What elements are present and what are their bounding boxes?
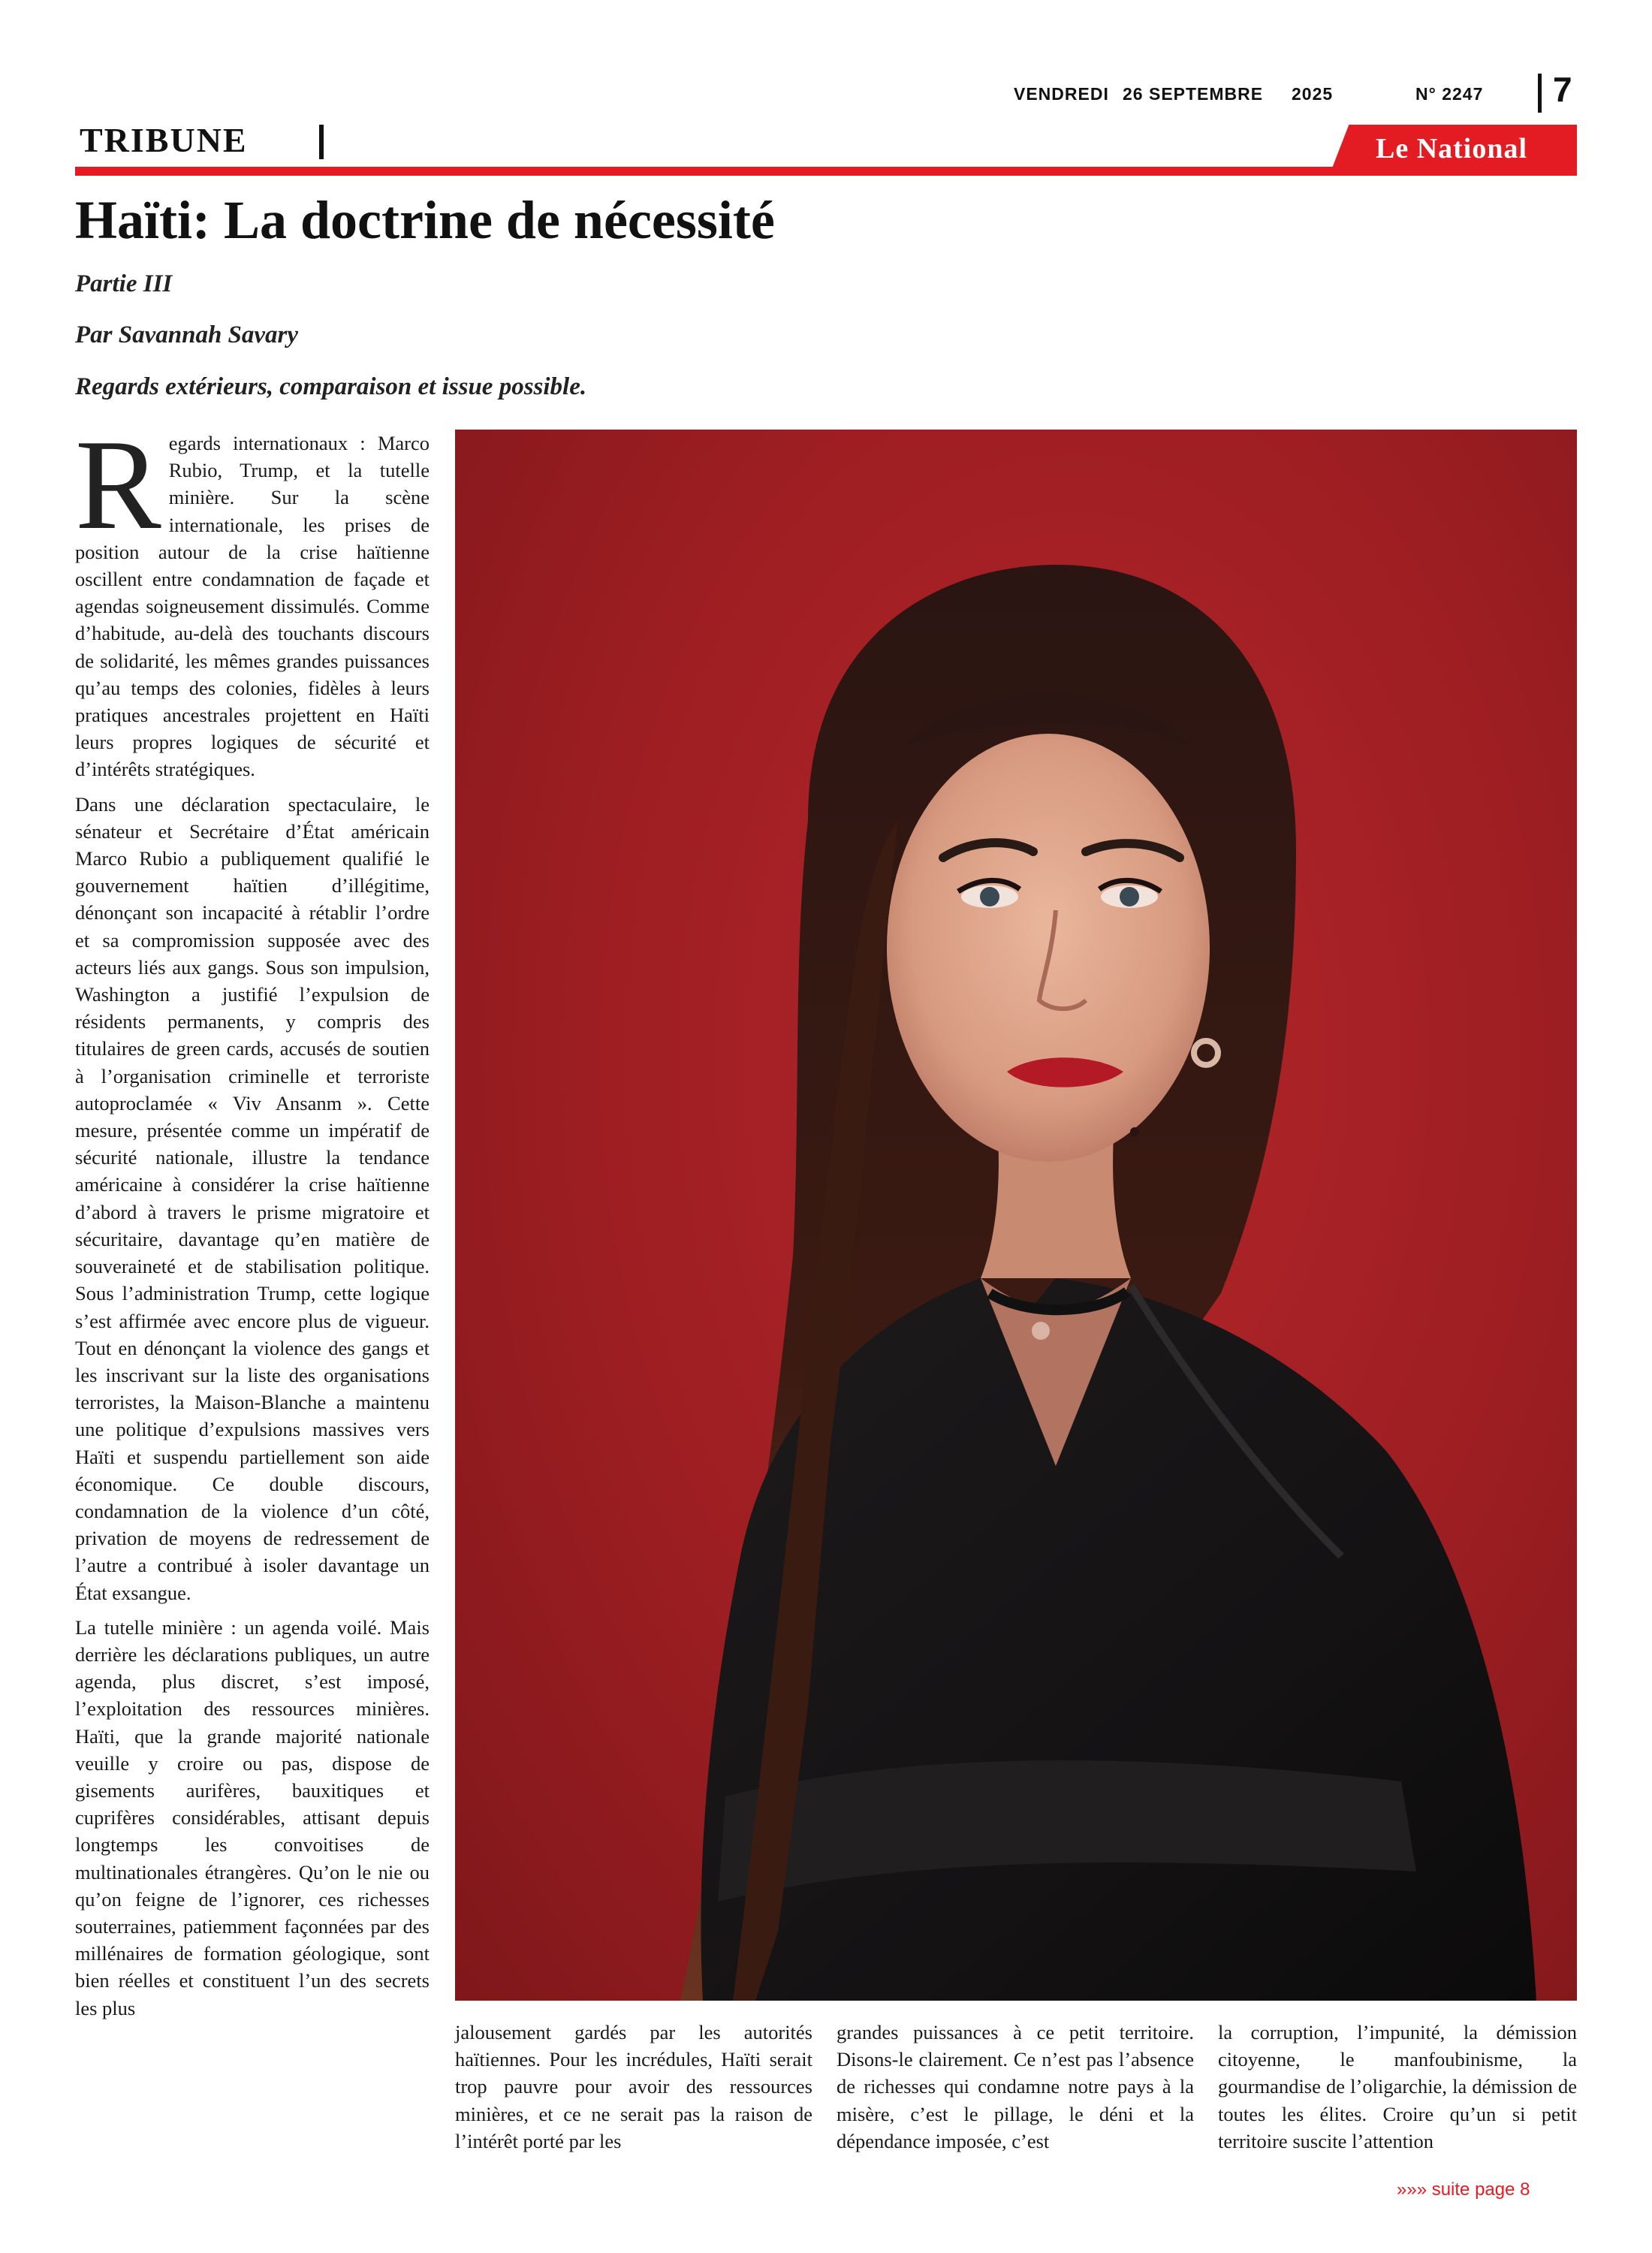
paragraph-2: Dans une déclaration spectaculaire, le sénateur et Secrétaire d’État américain Marco Rubio a publiquement qualifié le gouvernement haïtien d’illégitime, dénonçant son incapacité à rétablir l’ordre et sa compromission supposée avec des acteurs liés aux gangs. Sous son impulsion, Washington a justifié l’expulsion de résidents permanents, y compris des titulaires de green cards, accusés de soutien à l’organisation criminelle et terroriste autoproclamée « Viv Ansanm ». Cette mesure, présentée comme un impératif de sécurité nationale, illustre la tendance américaine à considérer la crise haïtienne d’abord à travers le prisme migratoire et sécuritaire, davantage qu’en matière de souveraineté et de stabilisation politique. Sous l’administration Trump, cette logique s’est affirmée avec encore plus de vigueur. Tout en dénonçant la violence des gangs et les inscrivant sur la liste des organisations terroristes, la Maison-Blanche a maintenu une politique d’expulsions massives vers Haïti et suspendu partiellement son aide économique. Ce double discours, condamnation de la violence d’un côté, privation de moyens de redressement de l’autre a contribué à isoler davantage un État exsangue. [75,792,430,1604]
article-standfirst: Regards extérieurs, comparaison et issue possible. [75,373,587,400]
brand-name: Le National [1376,133,1528,164]
drop-cap: R [75,414,161,556]
issue-number: N° 2247 [1415,84,1484,104]
article-column-4: la corruption, l’impunité, la démission citoyenne, le manfoubinisme, la gourmandise de l’oligarchie, la démission de toutes les élites. Croire qu’un si petit territoire suscite l’attention [1218,2021,1577,2152]
article-column-3: grandes puissances à ce petit territoire. Disons-le clairement. Ce n’est pas l’absence de richesses qui condamne notre pays à la misère, c’est le pillage, le déni et la dépendance imposée, c’est [837,2021,1194,2152]
article-part: Partie III [75,270,173,297]
paragraph-1 [75,414,430,783]
portrait-illustration [455,430,1577,2001]
section-divider [319,125,324,159]
section-label: TRIBUNE [80,121,248,159]
article-title: Haïti: La doctrine de nécessité [75,190,775,250]
page-number: 7 [1553,70,1572,109]
page-number-divider [1538,74,1542,113]
article-column-2: jalousement gardés par les autorités haïtiennes. Pour les incrédules, Haïti serait trop pauvre pour avoir des ressources minières, et ce ne serait pas la raison de l’intérêt porté par les [455,2021,812,2152]
paragraph-3: La tutelle minière : un agenda voilé. Mais derrière les déclarations publiques, un autre agenda, plus discret, s’est imposé, l’exploitation des ressources minières. Haïti, que la grande majorité nationale veuille y croire ou pas, dispose de gisements aurifères, bauxitiques et cuprifères considérables, attisant depuis longtemps les convoitises de multinationales étrangères. Qu’on le nie ou qu’on feigne de l’ignorer, ces richesses souterraines, patiemment façonnées par des millénaires de formation géologique, sont bien réelles et constituent l’un des secrets les plus [75,1615,430,2019]
portrait-photo [455,430,1577,2001]
issue-day: VENDREDI [1014,84,1109,104]
paragraph-1-text: egards internationaux : Marco Rubio, Trump, et la tutelle minière. Sur la scène internationale, les prises de position autour de la crise haïtienne oscillent entre condamnation de façade et agendas soigneusement dissimulés. Comme d’habitude, au-delà des touchants discours de solidarité, les mêmes grandes puissances qu’au temps des colonies, fidèles à leurs pratiques ancestrales projettent en Haïti leurs propres logiques de sécurité et d’intérêts stratégiques. [75,432,430,781]
issue-year: 2025 [1292,84,1334,104]
article-column-1 [75,414,430,2029]
article-byline: Par Savannah Savary [75,321,299,348]
issue-date: 26 SEPTEMBRE [1123,84,1264,104]
continued-link[interactable]: »»» suite page 8 [1397,2179,1530,2200]
